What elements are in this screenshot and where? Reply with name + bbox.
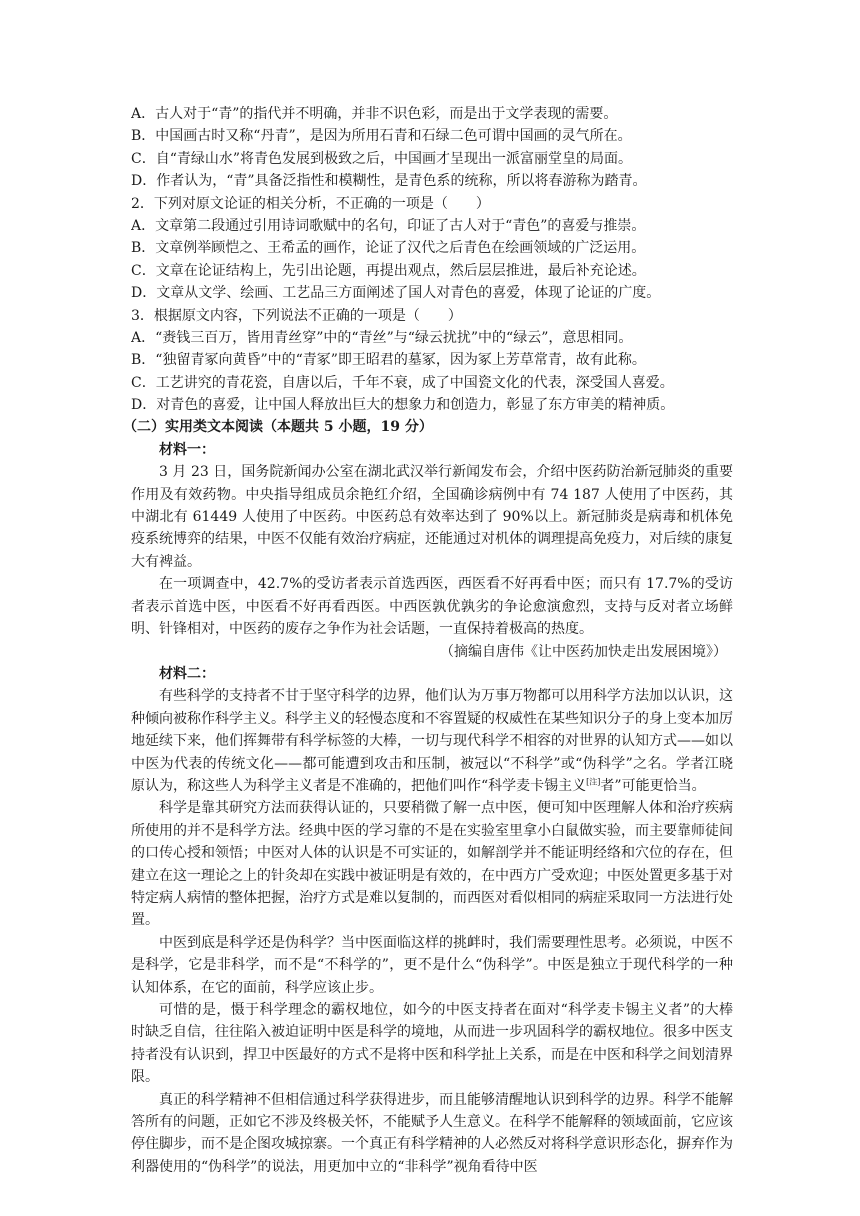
question-3-option-a: A．“赉钱三百万，皆用青丝穿”中的“青丝”与“绿云扰扰”中的“绿云”，意思相同。 xyxy=(131,329,633,346)
material-2-paragraph-3: 中医到底是科学还是伪科学？当中医面临这样的挑衅时，我们需要理性思考。必须说，中医不是科学，它是非科学，而不是“不科学的”，更不是什么“伪科学”。中医是独立于现代科学的一种认知体系，在它的面前，科学应该止步。 xyxy=(131,934,733,996)
question-2-option-b: B．文章例举顾恺之、王希孟的画作，论证了汉代之后青色在绘画领域的广泛运用。 xyxy=(131,240,646,257)
footnote-marker: [注] xyxy=(586,777,601,787)
material-1-title: 材料一： xyxy=(159,441,215,458)
question-2-stem: 2．下列对原文论证的相关分析，不正确的一项是（ ） xyxy=(131,195,490,212)
section-heading: （二）实用类文本阅读（本题共 5 小题，19 分） xyxy=(123,419,433,436)
material-2-paragraph-1-tail: 者”可能更恰当。 xyxy=(600,777,706,794)
question-1-option-b: B．中国画古时又称“丹青”，是因为所用石青和石绿二色可谓中国画的灵气所在。 xyxy=(131,128,632,145)
material-2-paragraph-1 xyxy=(131,685,733,797)
material-1-paragraph-1: 3 月 23 日，国务院新闻办公室在湖北武汉举行新闻发布会，介绍中医药防治新冠肺炎的重要作用及有效药物。中央指导组成员余艳红介绍，全国确诊病例中有 74 187 人使用了中医药，其中湖北有 61449 人使用了中医药。中医药总有效率达到了 90%以上。新冠肺炎是病毒和机体免疫系统博弈的结果，中医不仅能有效治疗病症，还能通过对机体的调理提高免疫力，对后续的康复大有裨益。 xyxy=(131,464,733,570)
question-1-option-a: A．古人对于“青”的指代并不明确，并非不识色彩，而是出于文学表现的需要。 xyxy=(131,106,618,122)
material-2-paragraph-5: 真正的科学精神不但相信通过科学获得进步，而且能够清醒地认识到科学的边界。科学不能解答所有的问题，正如它不涉及终极关怀，不能赋予人生意义。在科学不能解释的领域面前，它应该停住脚步，而不是企图攻城掠寨。一个真正有科学精神的人必然反对将科学意识形态化，摒弃作为利器使用的“伪科学”的说法，用更加中立的“非科学”视角看待中医 xyxy=(131,1091,733,1175)
material-1-paragraph-2: 在一项调查中，42.7%的受访者表示首选西医，西医看不好再看中医；而只有 17.7%的受访者表示首选中医，中医看不好再看西医。中西医孰优孰劣的争论愈演愈烈，支持与反对者立场鲜明、针锋相对，中医药的废存之争作为社会话题，一直保持着极高的热度。 xyxy=(131,576,733,638)
question-1-option-d: D．作者认为，“青”具备泛指性和模糊性，是青色系的统称，所以将春游称为踏青。 xyxy=(131,173,647,190)
material-2-paragraph-2: 科学是靠其研究方法而获得认证的，只要稍微了解一点中医，便可知中医理解人体和治疗疾病所使用的并不是科学方法。经典中医的学习靠的不是在实验室里拿小白鼠做实验，而主要靠师徒间的口传心授和领悟；中医对人体的认识是不可实证的，如解剖学并不能证明经络和穴位的存在，但建立在这一理论之上的针灸却在实践中被证明是有效的，在中西方广受欢迎；中医处置更多基于对特定病人病情的整体把握，治疗方式是难以复制的，而西医对看似相同的病症采取同一方法进行处置。 xyxy=(131,800,733,929)
question-2-option-c: C．文章在论证结构上，先引出论题，再提出观点，然后层层推进，最后补充论述。 xyxy=(131,262,646,279)
question-3-option-b: B．“独留青冢向黄昏”中的“青冢”即王昭君的墓冢，因为冢上芳草常青，故有此称。 xyxy=(131,352,646,369)
question-2-option-a: A．文章第二段通过引用诗词歌赋中的名句，印证了古人对于“青色”的喜爱与推崇。 xyxy=(131,217,646,234)
question-2-option-d: D．文章从文学、绘画、工艺品三方面阐述了国人对青色的喜爱，体现了论证的广度。 xyxy=(131,285,661,302)
material-2-paragraph-1-text: 有些科学的支持者不甘于坚守科学的边界，他们认为万事万物都可以用科学方法加以认识，这种倾向被称作科学主义。科学主义的轻慢态度和不容置疑的权威性在某些知识分子的身上变本加厉地延续下来，他们挥舞带有科学标签的大棒，一切与现代科学不相容的对世界的认知方式——如以中医为代表的传统文化——都可能遭到攻击和压制，被冠以“不科学”或“伪科学”之名。学者江晓原认为，称这些人为科学主义者是不准确的，把他们叫作“科学麦卡锡主义 xyxy=(131,688,733,794)
material-2-paragraph-4: 可惜的是，慑于科学理念的霸权地位，如今的中医支持者在面对“科学麦卡锡主义者”的大棒时缺乏自信，往往陷入被迫证明中医是科学的境地，从而进一步巩固科学的霸权地位。很多中医支持者没有认识到，捍卫中医最好的方式不是将中医和科学扯上关系，而是在中医和科学之间划清界限。 xyxy=(131,1001,733,1086)
material-1-source: （摘编自唐伟《让中医药加快走出发展困境》） xyxy=(440,643,727,660)
question-1-option-c: C．自“青绿山水”将青色发展到极致之后，中国画才呈现出一派富丽堂皇的局面。 xyxy=(131,150,633,167)
question-3-option-c: C．工艺讲究的青花瓷，自唐以后，千年不衰，成了中国瓷文化的代表，深受国人喜爱。 xyxy=(131,374,674,391)
material-2-title: 材料二： xyxy=(159,665,215,682)
question-3-stem: 3．根据原文内容，下列说法不正确的一项是（ ） xyxy=(131,307,462,324)
question-3-option-d: D．对青色的喜爱，让中国人释放出巨大的想象力和创造力，彰显了东方审美的精神质。 xyxy=(131,397,675,414)
document-body xyxy=(123,103,733,1178)
